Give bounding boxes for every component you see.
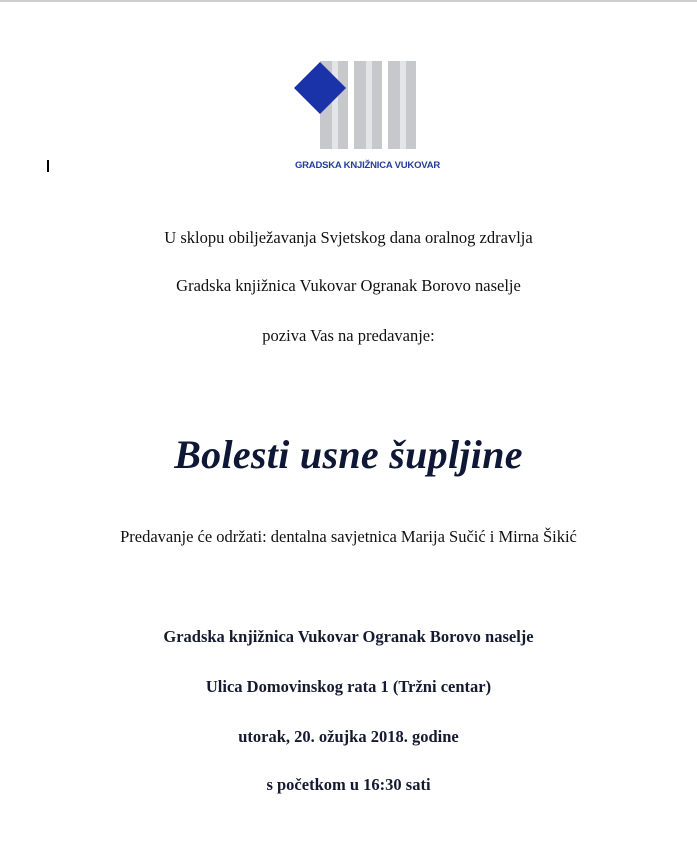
time-line: s početkom u 16:30 sati: [266, 775, 431, 794]
intro-line-1: U sklopu obilježavanja Svjetskog dana oralnog zdravlja: [164, 228, 533, 247]
speakers-line: Predavanje će održati: dentalna savjetnica Marija Sučić i Mirna Šikić: [120, 527, 577, 546]
logo-text: GRADSKA KNJIŽNICA VUKOVAR: [294, 160, 441, 171]
intro-line-2: Gradska knjižnica Vukovar Ogranak Borovo naselje: [176, 276, 521, 295]
library-logo-icon: [280, 57, 455, 157]
lecture-title: Bolesti usne šupljine: [174, 432, 523, 477]
venue-line: Gradska knjižnica Vukovar Ogranak Borovo naselje: [163, 627, 534, 646]
intro-line-3: poziva Vas na predavanje:: [262, 326, 435, 345]
library-logo: [280, 57, 455, 182]
address-line: Ulica Domovinskog rata 1 (Tržni centar): [205, 677, 492, 696]
text-cursor-mark: [47, 160, 49, 172]
date-line: utorak, 20. ožujka 2018. godine: [238, 727, 459, 746]
